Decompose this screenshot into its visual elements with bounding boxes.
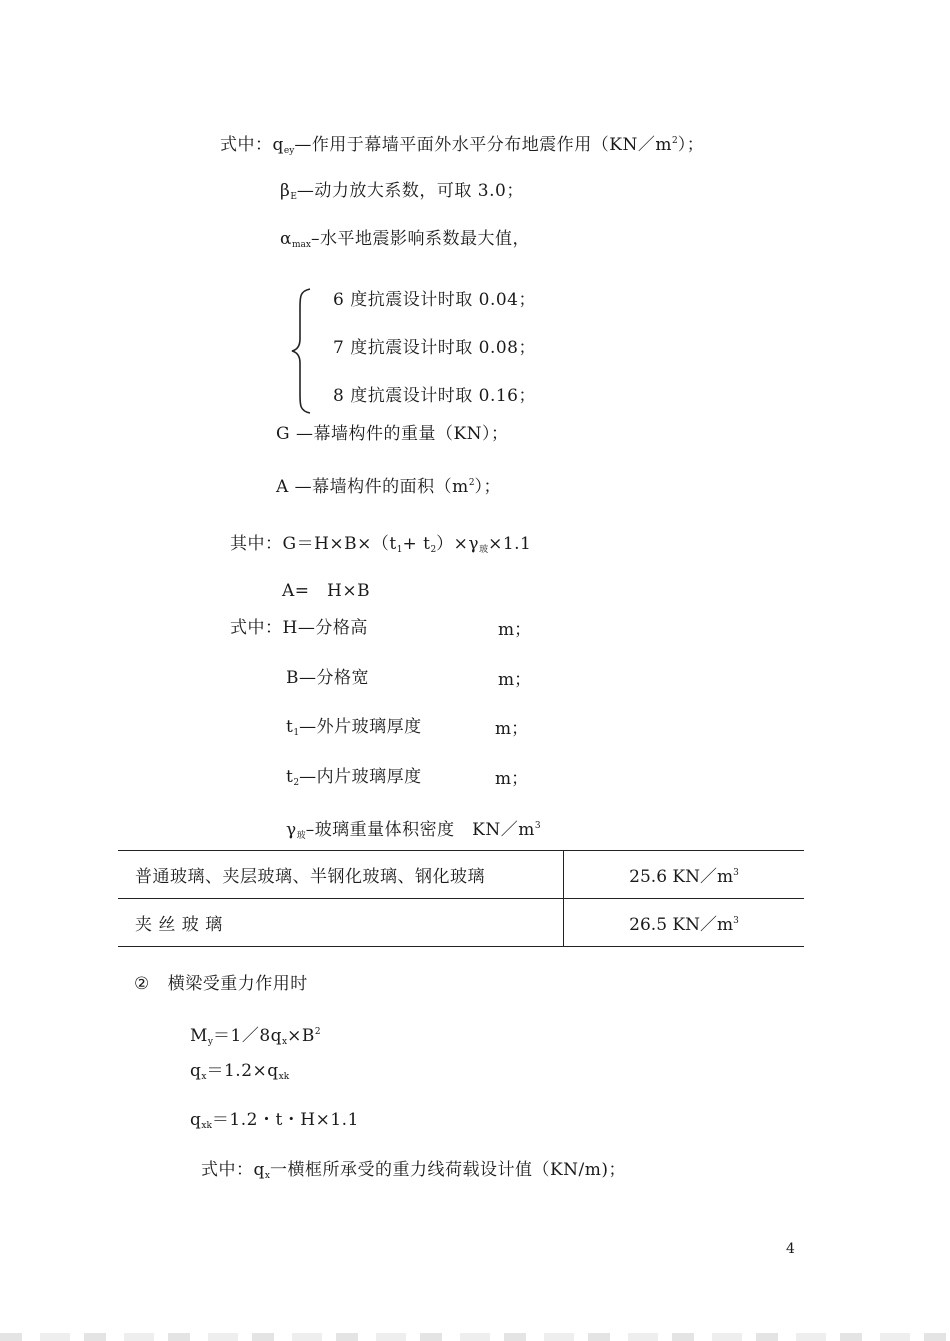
var-t1: $t_1—$外片玻璃厚度 <box>286 717 422 738</box>
table-cell-value: 25.6 $KN/m^3$ <box>564 851 805 899</box>
formula-qx: $q_x=1.2\times q_{xk}$ <box>190 1061 290 1082</box>
formula-My: $M_y=1/8q_x\times B^2$ <box>190 1026 321 1047</box>
table-cell-value: 26.5 $KN/m^3$ <box>564 899 805 947</box>
glass-density-table <box>118 850 804 947</box>
section-heading <box>134 973 308 995</box>
table-cell-material: 普通玻璃、夹层玻璃、半钢化玻璃、钢化玻璃 <box>118 851 564 899</box>
page-number: 4 <box>786 1241 795 1257</box>
formula-A: A= H×B <box>282 581 371 601</box>
table-row <box>118 899 804 947</box>
formula-G: 其中：$G=H\times B\times(t_1+ t_2)\times\gamma_玻\times 1.1$ <box>230 534 532 555</box>
def-G: G —幕墙构件的重量（KN）； <box>276 424 509 444</box>
section-marker: ② <box>134 974 150 994</box>
var-t2-unit: m； <box>495 769 529 789</box>
var-B-unit: m； <box>498 670 532 690</box>
def-alpha: $\alpha_{max}-$水平地震影响系数最大值， <box>280 229 530 250</box>
def-qey: 式中：$q_{ey}—$作用于幕墙平面外水平分布地震作用$(KN/m^2)$； <box>220 135 705 156</box>
var-t1-unit: m； <box>495 719 529 739</box>
var-B: B—分格宽 <box>286 668 369 688</box>
def-A: A —幕墙构件的面积$(m^2)$； <box>276 477 502 497</box>
scan-edge-decoration <box>0 1333 950 1341</box>
def-gamma: $\gamma_玻-$玻璃重量体积密度 $KN/m^3$ <box>286 820 541 841</box>
seismic-case-6: 6 度抗震设计时取 0.04； <box>333 290 536 310</box>
section-title: 横梁受重力作用时 <box>167 974 308 994</box>
var-H: 式中：H—分格高 <box>230 618 368 638</box>
seismic-case-7: 7 度抗震设计时取 0.08； <box>333 338 536 358</box>
table-row <box>118 851 804 899</box>
var-t2: $t_2—$内片玻璃厚度 <box>286 767 422 788</box>
def-beta: $\beta_E—$动力放大系数，可取 3.0； <box>280 181 524 202</box>
table-cell-material: 夹 丝 玻 璃 <box>118 899 564 947</box>
var-H-unit: m； <box>498 620 532 640</box>
formula-qxk: $q_{xk}=1.2$・t・H×1.1 <box>190 1110 359 1131</box>
def-qx: 式中：$q_x$一横框所承受的重力线荷载设计值（KN/m)； <box>201 1160 627 1181</box>
seismic-case-8: 8 度抗震设计时取 0.16； <box>333 386 536 406</box>
curly-brace-icon <box>290 287 314 415</box>
